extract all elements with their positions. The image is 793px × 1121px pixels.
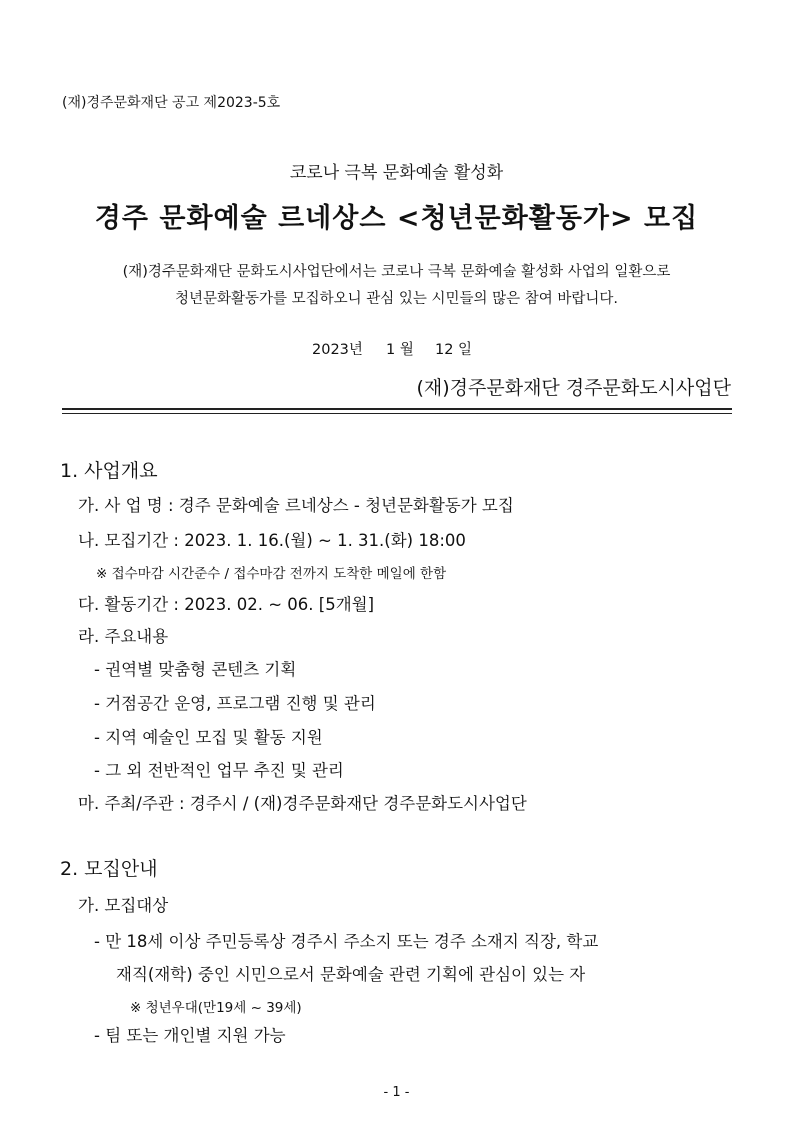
page-title: 경주 문화예술 르네상스 <청년문화활동가> 모집 xyxy=(94,203,699,234)
list-item: - 지역 예술인 모집 및 활동 지원 xyxy=(94,728,323,747)
header-divider-thin xyxy=(62,413,732,414)
section-1-item-ra: 라. 주요내용 xyxy=(78,627,169,646)
date-year: 2023년 xyxy=(312,342,363,358)
list-item: - 권역별 맞춤형 콘텐츠 기획 xyxy=(94,660,297,679)
list-item: - 그 외 전반적인 업무 추진 및 관리 xyxy=(94,761,344,780)
list-item: - 거점공간 운영, 프로그램 진행 및 관리 xyxy=(94,694,376,713)
subtitle: 코로나 극복 문화예술 활성화 xyxy=(289,163,504,183)
section-1-item-ga: 가. 사 업 명 : 경주 문화예술 르네상스 - 청년문화활동가 모집 xyxy=(78,496,514,515)
section-1-item-da: 다. 활동기간 : 2023. 02. ~ 06. [5개월] xyxy=(78,595,375,614)
page-number: - 1 - xyxy=(383,1085,410,1100)
list-item: - 만 18세 이상 주민등록상 경주시 주소지 또는 경주 소재지 직장, 학교 xyxy=(94,932,599,951)
section-2-heading: 2. 모집안내 xyxy=(60,858,158,880)
date-day: 12 일 xyxy=(435,342,473,358)
section-2-item-ga: 가. 모집대상 xyxy=(78,896,169,915)
list-item: - 팀 또는 개인별 지원 가능 xyxy=(94,1026,286,1045)
intro-line-1: (재)경주문화재단 문화도시사업단에서는 코로나 극복 문화예술 활성화 사업의 일환으로 xyxy=(122,264,671,280)
section-2-note: ※ 청년우대(만19세 ~ 39세) xyxy=(130,1000,302,1016)
section-1-item-ma: 마. 주최/주관 : 경주시 / (재)경주문화재단 경주문화도시사업단 xyxy=(78,794,527,813)
section-1-note-na: ※ 접수마감 시간준수 / 접수마감 전까지 도착한 메일에 한함 xyxy=(96,566,447,582)
date-month: 1 월 xyxy=(386,342,414,358)
header-divider-thick xyxy=(62,408,732,410)
organization-name: (재)경주문화재단 경주문화도시사업단 xyxy=(416,377,731,399)
intro-line-2: 청년문화활동가를 모집하오니 관심 있는 시민들의 많은 참여 바랍니다. xyxy=(174,291,619,307)
section-1-heading: 1. 사업개요 xyxy=(60,460,158,482)
section-1-item-na: 나. 모집기간 : 2023. 1. 16.(월) ~ 1. 31.(화) 18:00 xyxy=(78,531,466,550)
notice-number: (재)경주문화재단 공고 제2023-5호 xyxy=(62,95,281,111)
list-item-continuation: 재직(재학) 중인 시민으로서 문화예술 관련 기획에 관심이 있는 자 xyxy=(116,965,586,984)
